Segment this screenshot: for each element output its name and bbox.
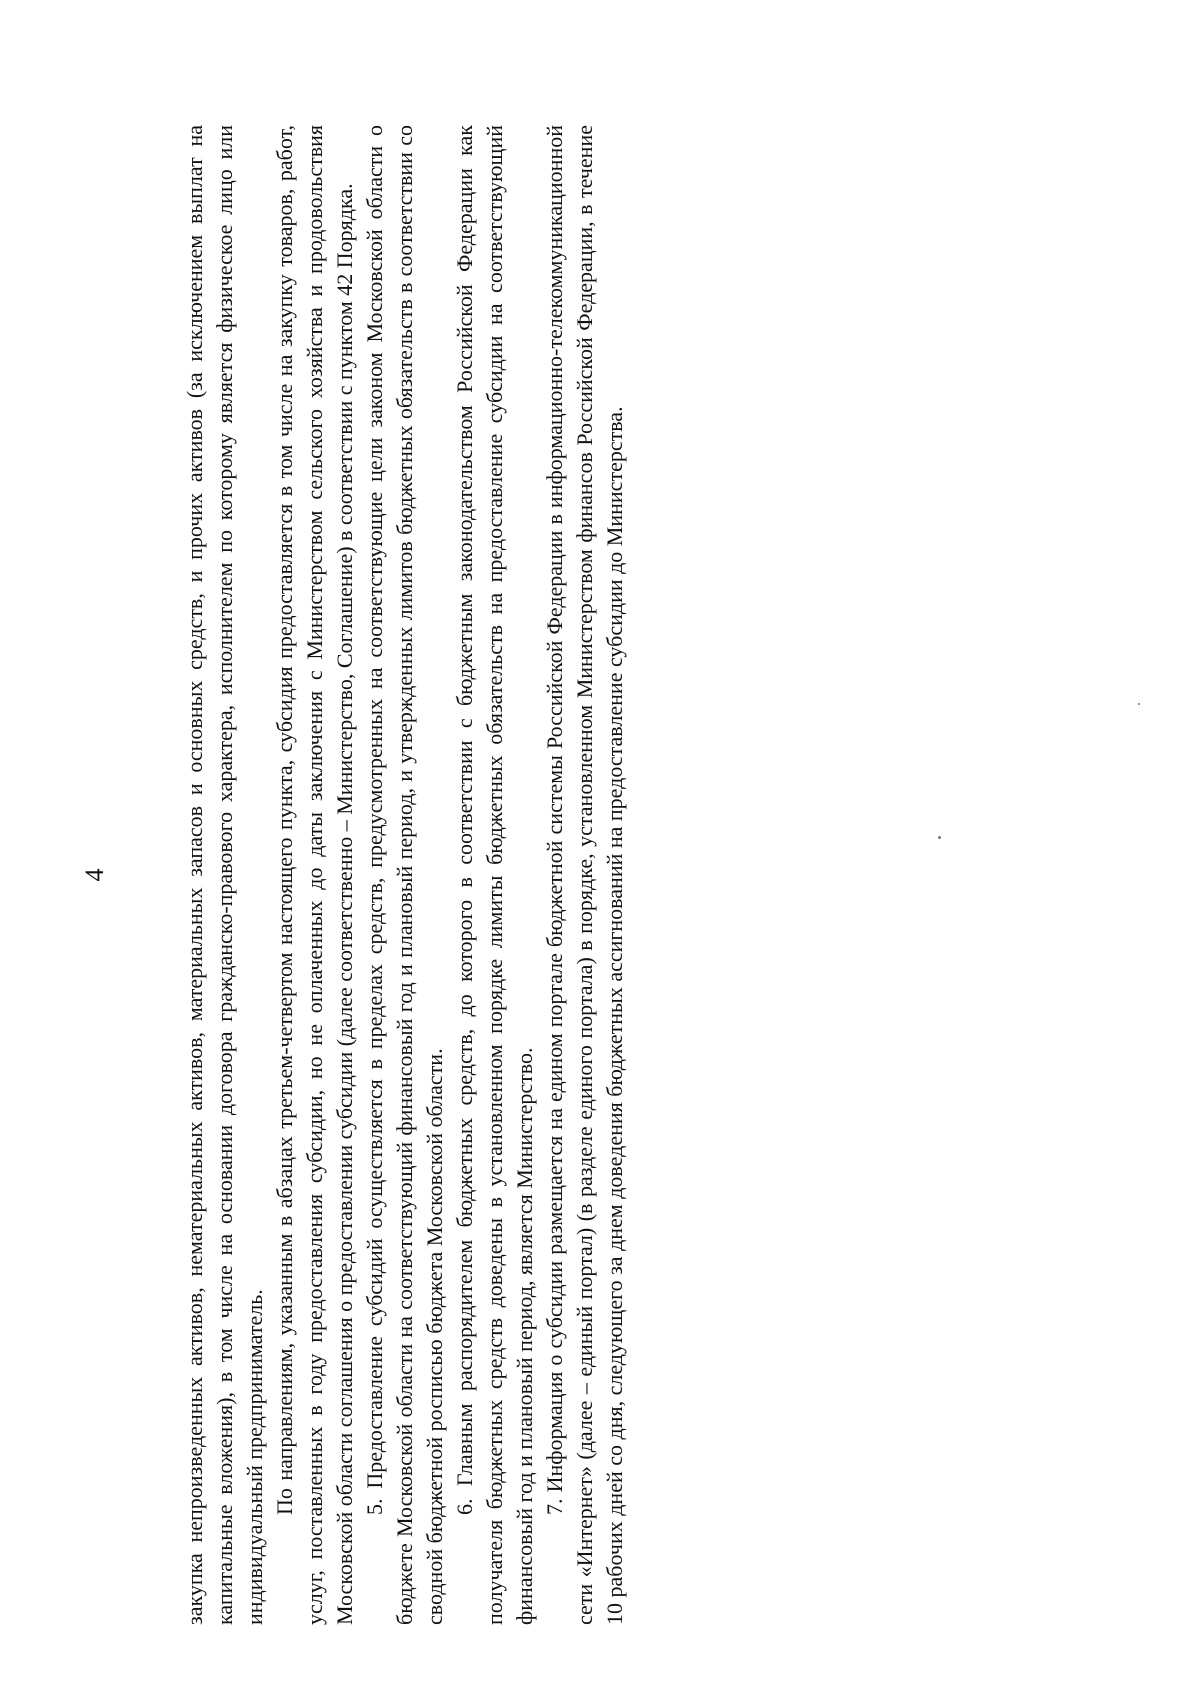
scan-speck (938, 836, 941, 839)
rotated-text-block (80, 125, 940, 1625)
paragraph-subsidy-directions: По направлениям, указанным в абзацах третьем-четвертом настоящего пункта, субсидия предоставляется в том числе на закупку товаров, работ, услуг, поставленных в году предоставления субсидии, но не оплаченных до даты заключения с Министерством сельского хозяйства и продовольствия Московской области соглашения о предоставлении субсидии (далее соответственно – Министерство, Соглашение) в соответствии с пунктом 42 Порядка. (272, 125, 357, 1625)
paragraph-continuation: закупка непроизведенных активов, нематериальных активов, материальных запасов и основных средств, и прочих активов (за исключением выплат на капитальные вложения), в том числе на основании договора гражданско-правового характера, исполнителем по которому является физическое лицо или индивидуальный предприниматель. (182, 125, 267, 1625)
paragraph-6: 6. Главным распорядителем бюджетных средств, до которого в соответствии с бюджетным законодательством Российской Федерации как получателя бюджетных средств доведены в установленном порядке лимиты бюджетных обязательств на предоставление субсидии на соответствующий финансовый год и плановый период, является Министерство. (452, 125, 537, 1625)
paragraph-5: 5. Предоставление субсидий осуществляется в пределах средств, предусмотренных на соответствующие цели законом Московской области о бюджете Московской области на соответствующий финансовый год и плановый период, и утвержденных лимитов бюджетных обязательств в соответствии со сводной бюджетной росписью бюджета Московской области. (362, 125, 447, 1625)
paragraph-7: 7. Информация о субсидии размещается на едином портале бюджетной системы Российской Федерации в информационно-телекоммуникационной сети «Интернет» (далее – единый портал) (в разделе единого портала) в порядке, установленном Министерством финансов Российской Федерации, в течение 10 рабочих дней со дня, следующего за днем доведения бюджетных ассигнований на предоставление субсидии до Министерства. (542, 125, 627, 1625)
page-number: 4 (80, 868, 109, 882)
scan-speck (1138, 703, 1140, 705)
